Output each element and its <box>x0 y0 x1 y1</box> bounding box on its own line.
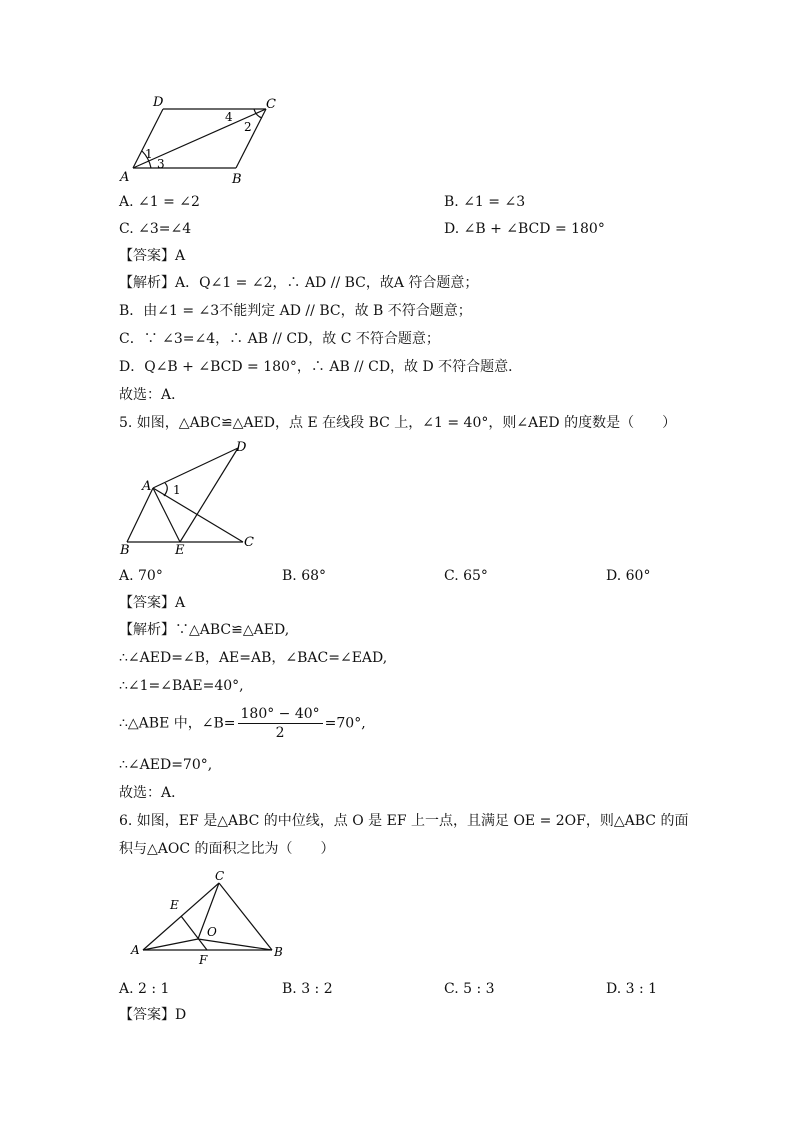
q6-label-O: O <box>207 925 217 939</box>
q6-stem-line-1: 6. 如图，EF 是△ABC 的中位线，点 O 是 EF 上一点，且满足 OE = 2OF，则△ABC 的面 <box>119 813 689 829</box>
q4-analysis-line-2: B．由∠1 = ∠3不能判定 AD // BC，故 B 不符合题意； <box>119 303 472 319</box>
q4-option-a: A. ∠1 = ∠2 <box>119 194 200 210</box>
q6-label-C: C <box>215 869 225 883</box>
q6-stem-line-2: 积与△AOC 的面积之比为（ ） <box>119 841 335 857</box>
q6-seg-AO <box>143 939 198 950</box>
q4-option-c: C. ∠3=∠4 <box>119 221 192 237</box>
q6-label-F: F <box>199 953 208 967</box>
q5-figure <box>115 438 265 558</box>
q6-seg-EF <box>181 916 207 950</box>
q6-label-A: A <box>131 943 140 957</box>
q5-fraction <box>238 705 323 742</box>
q5-analysis-line-4-prefix: ∴△ABE 中，∠B= <box>119 715 236 732</box>
q4-figure <box>115 92 285 187</box>
q5-angle-1: 1 <box>173 483 181 497</box>
q5-analysis-line-5: ∴∠AED=70°, <box>119 757 213 773</box>
q6-figure <box>125 868 290 968</box>
q4-angle-3: 3 <box>157 157 165 171</box>
q5-label-C: C <box>244 535 254 550</box>
q5-stem: 5. 如图，△ABC≌△AED，点 E 在线段 BC 上，∠1 = 40°，则∠AED 的度数是（ ） <box>119 415 677 431</box>
q5-analysis-line-1: 【解析】∵△ABC≌△AED, <box>119 622 290 638</box>
q4-angle-2: 2 <box>244 120 252 134</box>
q5-analysis-line-2: ∴∠AED=∠B，AE=AB，∠BAC=∠EAD, <box>119 650 388 666</box>
q4-label-C: C <box>266 97 276 112</box>
q5-angle-arc-1 <box>164 483 167 496</box>
q4-option-d: D. ∠B + ∠BCD = 180° <box>444 221 605 237</box>
q4-analysis-line-5: 故选：A． <box>119 387 186 403</box>
q6-seg-BC <box>219 883 272 950</box>
q5-option-a: A. 70° <box>119 568 163 584</box>
q5-fraction-denominator: 2 <box>275 725 285 741</box>
q5-figure-svg <box>115 438 265 558</box>
q6-label-E: E <box>170 898 179 912</box>
q4-answer: 【答案】A <box>119 248 186 264</box>
q5-analysis-line-6: 故选：A． <box>119 785 186 801</box>
q6-option-d: D. 3 : 1 <box>606 981 658 997</box>
q6-option-b: B. 3 : 2 <box>282 981 333 997</box>
q4-angle-1: 1 <box>145 147 153 161</box>
q4-label-D: D <box>153 95 164 110</box>
q4-label-A: A <box>120 170 130 185</box>
q6-figure-svg <box>125 868 290 968</box>
q4-option-b: B. ∠1 = ∠3 <box>444 194 526 210</box>
q5-option-d: D. 60° <box>606 568 651 584</box>
q4-analysis-line-3: C．∵ ∠3=∠4，∴ AB // CD，故 C 不符合题意； <box>119 331 440 347</box>
q5-label-B: B <box>120 543 130 558</box>
q4-analysis-line-1: 【解析】A．Q∠1 = ∠2，∴ AD // BC，故A 符合题意； <box>119 275 479 291</box>
q5-answer: 【答案】A <box>119 595 186 611</box>
q5-option-c: C. 65° <box>444 568 488 584</box>
q5-analysis-line-4-suffix: =70°, <box>324 715 366 732</box>
q5-label-D: D <box>236 440 247 455</box>
q5-fraction-numerator: 180° − 40° <box>238 705 323 724</box>
q5-analysis-line-4 <box>119 705 366 742</box>
q4-analysis-line-4: D．Q∠B + ∠BCD = 180°，∴ AB // CD，故 D 不符合题意． <box>119 359 523 375</box>
q4-angle-4: 4 <box>225 110 233 124</box>
q4-figure-svg <box>115 92 285 187</box>
q5-option-b: B. 68° <box>282 568 327 584</box>
q5-analysis-line-3: ∴∠1=∠BAE=40°, <box>119 678 244 694</box>
q6-label-B: B <box>274 945 283 959</box>
q6-option-c: C. 5 : 3 <box>444 981 495 997</box>
q4-label-B: B <box>232 172 242 187</box>
q5-label-A: A <box>142 479 152 494</box>
q6-answer: 【答案】D <box>119 1007 187 1023</box>
q5-label-E: E <box>175 543 185 558</box>
q6-seg-OB <box>198 939 272 950</box>
q5-seg-AB <box>127 488 153 542</box>
q6-option-a: A. 2 : 1 <box>119 981 170 997</box>
q4-seg-AC <box>133 109 266 168</box>
